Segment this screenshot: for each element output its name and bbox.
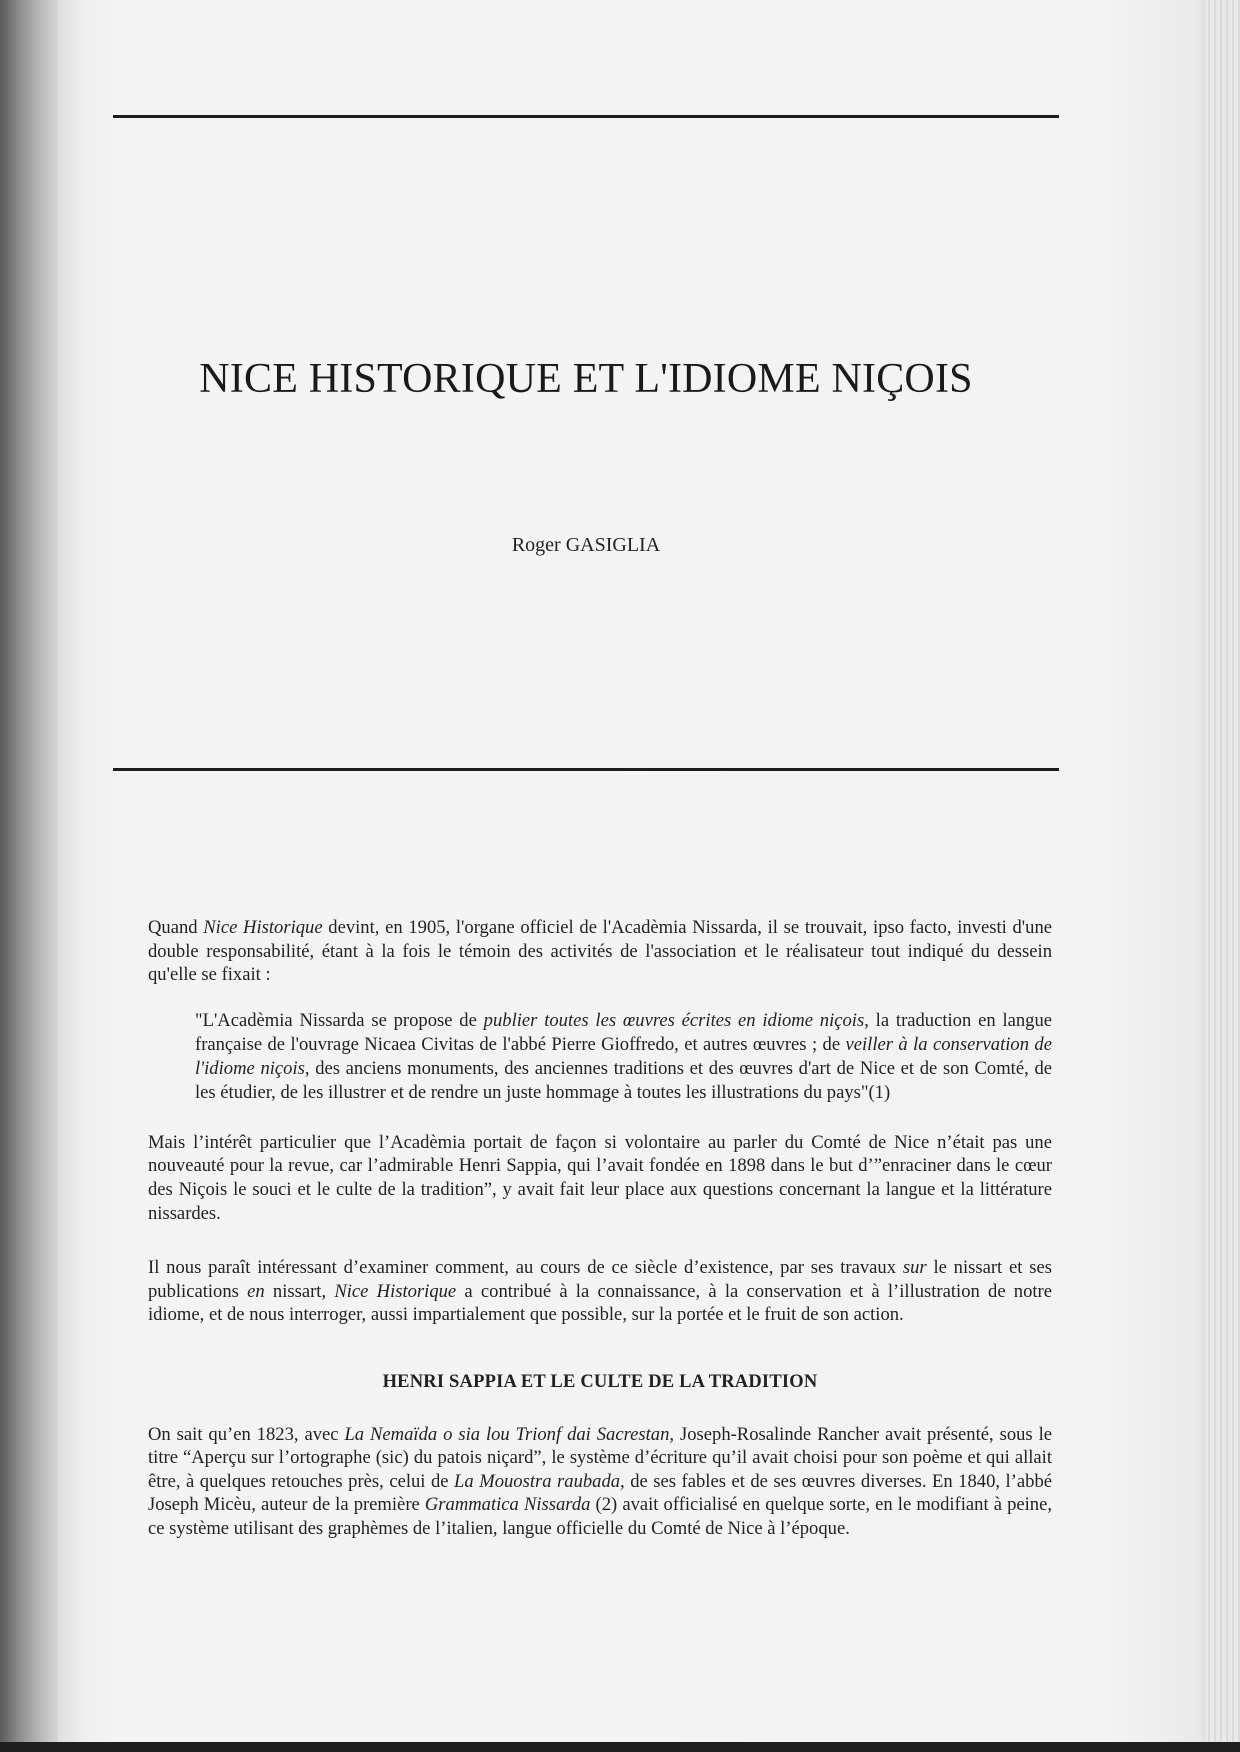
article-body [148, 916, 1052, 1541]
p3-italic-f: Nice Historique [334, 1280, 457, 1302]
p4-italic-b: La Nemaïda o sia lou Trionf dai Sacrestan, [344, 1423, 675, 1445]
p4-text-a: On sait qu’en 1823, avec [148, 1423, 345, 1445]
paragraph-4 [148, 1423, 1052, 1541]
p1-text-a: Quand [148, 917, 204, 938]
p3-text-c: le nissart et ses publications [148, 1257, 1053, 1302]
quote-italic-b: publier toutes les œuvres écrites en idiome niçois [483, 1009, 865, 1031]
p3-italic-d: en [247, 1280, 265, 1302]
p1-text-c: devint, en 1905, l'organe officiel de l'Acadèmia Nissarda, il se trouvait, ipso facto, investi d'une double responsabilité, étant à la fois le témoin des activités de l'association et le réalisateur tout indiqué du dessein qu'elle se fixait : [148, 917, 1052, 986]
paragraph-3 [148, 1256, 1052, 1327]
p1-italic-b: Nice Historique [203, 917, 323, 938]
article-author: Roger GASIGLIA [511, 534, 661, 556]
quote-text-c: , la traduction en langue française de l'ouvrage Nicaea Civitas de l'abbé Pierre Gioffredo, et autres œuvres ; de [195, 1009, 1053, 1055]
p3-text-g: a contribué à la connaissance, à la conservation et à l’illustration de notre idiome, et de nous interroger, aussi impartialement que possible, sur la portée et le fruit de son action. [148, 1280, 1052, 1326]
p4-text-e: de ses fables et de ses œuvres diverses. En 1840, l’abbé Joseph Micèu, auteur de la première [148, 1470, 1052, 1516]
p4-italic-d: La Mouostra raubada, [454, 1470, 625, 1492]
p3-italic-b: sur [902, 1257, 927, 1279]
quote-italic-d: veiller à la conservation de l'idiome niçois [195, 1033, 1052, 1079]
quote-text-e: , des anciens monuments, des anciennes traditions et des œuvres d'art de Nice et de son Comté, de les étudier, de les illustrer et de rendre un juste hommage à toutes les illustrations du pays"(1) [195, 1057, 1052, 1103]
article-title: NICE HISTORIQUE ET L'IDIOME NIÇOIS [199, 356, 973, 402]
p3-text-e: nissart, [264, 1280, 335, 1302]
quote-text-a: "L'Acadèmia Nissarda se propose de [195, 1009, 484, 1031]
p4-text-c: Joseph-Rosalinde Rancher avait présenté, sous le titre “Aperçu sur l’ortographe (sic) du patois niçard”, le système d’écriture qu’il avait choisi pour son poème et qui allait être, à quelques retouches près, celui de [148, 1423, 1052, 1492]
section-heading: HENRI SAPPIA ET LE CULTE DE LA TRADITION [382, 1371, 818, 1392]
block-quote [195, 1009, 1052, 1105]
p3-text-a: Il nous paraît intéressant d’examiner comment, au cours de ce siècle d’existence, par ses travaux [148, 1257, 903, 1279]
paragraph-2: Mais l’intérêt particulier que l’Acadèmia portait de façon si volontaire au parler du Comté de Nice n’était pas une nouveauté pour la revue, car l’admirable Henri Sappia, qui l’avait fondée en 1898 dans le but d’”enraciner dans le cœur des Niçois le souci et le culte de la tradition”, y avait fait leur place aux questions concernant la langue et la littérature nissardes. [148, 1131, 1052, 1224]
p4-italic-f: Grammatica Nissarda [424, 1494, 591, 1516]
paragraph-1 [148, 916, 1052, 987]
p4-text-g: (2) avait officialisé en quelque sorte, en le modifiant à peine, ce système utilisant des graphèmes de l’italien, langue officielle du Comté de Nice à l’époque. [148, 1494, 1052, 1539]
